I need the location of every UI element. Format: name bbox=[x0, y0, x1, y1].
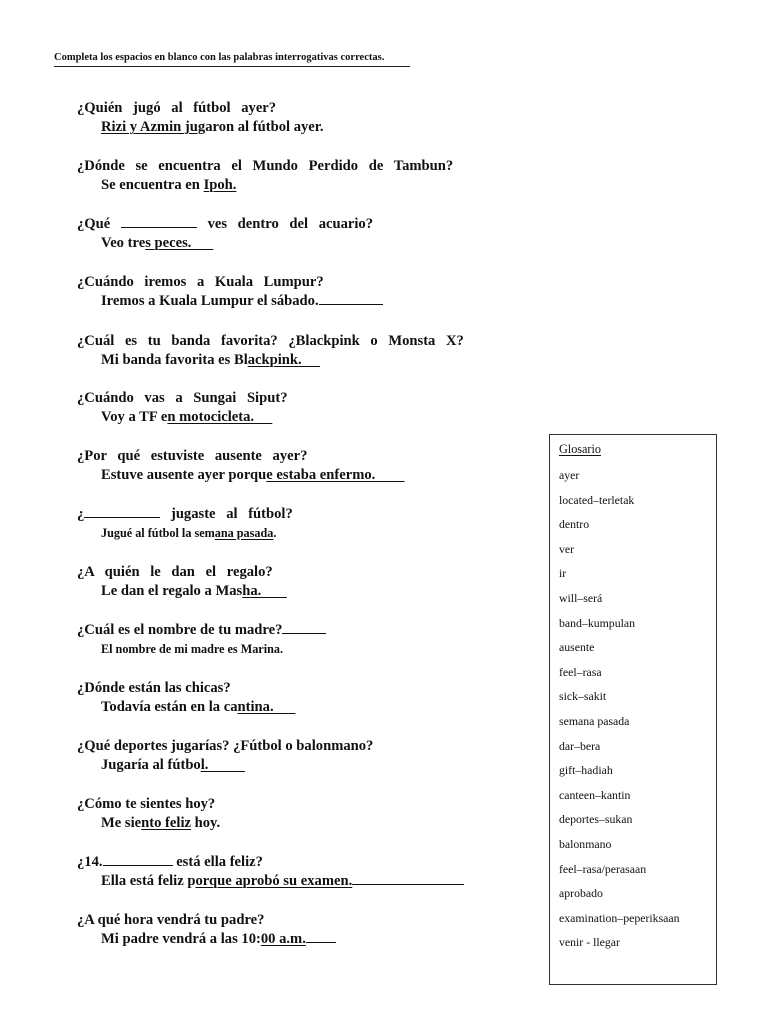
glossary-entry: ir bbox=[559, 566, 567, 581]
question-text: ¿A qué hora vendrá tu padre? bbox=[77, 912, 265, 928]
question-item-13 bbox=[77, 795, 547, 833]
answer-underline: nto feliz bbox=[141, 815, 191, 831]
question-text: ¿Dónde están las chicas? bbox=[77, 680, 231, 696]
glossary-entry: balonmano bbox=[559, 836, 612, 851]
glossary-entry: examination–peperiksaan bbox=[559, 910, 680, 925]
glossary-list bbox=[559, 463, 716, 955]
question-item-4 bbox=[77, 273, 547, 311]
glossary-entry: ausente bbox=[559, 640, 595, 655]
answer-text: Mi padre vendrá a las 10:00 a.m. bbox=[77, 930, 547, 949]
question-text: ¿Dónde se encuentra el Mundo Perdido de Tambun? bbox=[77, 158, 454, 174]
answer-text: Le dan el regalo a Masha. bbox=[101, 583, 287, 599]
answer-blank[interactable] bbox=[103, 853, 173, 866]
glossary-entry: ayer bbox=[559, 468, 580, 482]
answer-underline: l. bbox=[200, 757, 245, 773]
glossary-entry: will–será bbox=[559, 590, 603, 605]
answer-blank[interactable] bbox=[84, 505, 160, 518]
answer-underline: n motocicleta. bbox=[167, 409, 273, 425]
glossary-entry: semana pasada bbox=[559, 713, 630, 728]
glossary-title: Glosario bbox=[559, 442, 601, 456]
instructions: Completa los espacios en blanco con las palabras interrogativas correctas. bbox=[54, 52, 410, 67]
glossary-entry: ver bbox=[559, 541, 575, 556]
question-item-14 bbox=[77, 853, 547, 891]
answer-blank[interactable] bbox=[319, 292, 383, 305]
question-item-11 bbox=[77, 679, 547, 717]
answer-text: Todavía están en la cantina. bbox=[101, 699, 296, 715]
question-item-3 bbox=[77, 215, 547, 253]
question-item-6 bbox=[77, 389, 547, 427]
answer-text: Se encuentra en Ipoh. bbox=[101, 177, 237, 193]
glossary-entry: band–kumpulan bbox=[559, 615, 636, 630]
glossary-entry: dar–bera bbox=[559, 738, 601, 753]
glossary-entry: deportes–sukan bbox=[559, 812, 633, 827]
answer-underline: e estaba enfermo. bbox=[266, 467, 405, 483]
answer-text: Estuve ausente ayer porque estaba enfermo. bbox=[101, 467, 405, 483]
question-text: ¿Qué ves dentro del acuario? bbox=[77, 216, 374, 232]
question-item-15 bbox=[77, 911, 547, 949]
answer-blank[interactable] bbox=[306, 930, 336, 943]
answer-underline: ntina. bbox=[237, 699, 296, 715]
question-item-2 bbox=[77, 157, 547, 195]
answer-text: Voy a TF en motocicleta. bbox=[101, 409, 273, 425]
answer-underline: orque aprobó su examen. bbox=[195, 873, 353, 889]
answer-text: Jugué al fútbol la semana pasada. bbox=[101, 526, 277, 540]
answer-text: Iremos a Kuala Lumpur el sábado. bbox=[77, 292, 547, 311]
answer-underline: ha. bbox=[242, 583, 287, 599]
answer-text: Veo tres peces. bbox=[101, 235, 214, 251]
question-text: ¿Cuándo iremos a Kuala Lumpur? bbox=[77, 274, 324, 290]
answer-blank[interactable] bbox=[121, 215, 197, 228]
question-text: ¿Cómo te sientes hoy? bbox=[77, 796, 216, 812]
glossary-entry: feel–rasa/perasaan bbox=[559, 861, 647, 876]
glossary-box bbox=[549, 434, 717, 985]
answer-text: Jugaría al fútbol. bbox=[101, 757, 245, 773]
answer-underline: ana pasada bbox=[214, 526, 274, 540]
answer-text: Ella está feliz porque aprobó su examen. bbox=[77, 872, 547, 891]
glossary-entry: dentro bbox=[559, 517, 590, 532]
question-text: ¿Por qué estuviste ausente ayer? bbox=[77, 448, 308, 464]
question-text: ¿Cuál es tu banda favorita? ¿Blackpink o Monsta X? bbox=[77, 333, 464, 349]
question-item-8 bbox=[77, 505, 547, 543]
question-text: ¿Cuándo vas a Sungai Siput? bbox=[77, 390, 288, 406]
question-text: ¿14. está ella feliz? bbox=[77, 854, 263, 870]
question-item-10 bbox=[77, 621, 547, 659]
answer-underline: s peces. bbox=[145, 235, 214, 251]
answer-blank[interactable] bbox=[282, 621, 326, 634]
question-text: ¿Qué deportes jugarías? ¿Fútbol o balonmano? bbox=[77, 738, 374, 754]
glossary-entry: aprobado bbox=[559, 886, 603, 901]
question-item-9 bbox=[77, 563, 547, 601]
answer-underline: ackpink. bbox=[247, 352, 320, 368]
answer-text: Rizi y Azmin jugaron al fútbol ayer. bbox=[101, 119, 324, 135]
answer-text: Mi banda favorita es Blackpink. bbox=[101, 352, 320, 368]
question-text: ¿Quién jugó al fútbol ayer? bbox=[77, 100, 277, 116]
question-text: ¿A quién le dan el regalo? bbox=[77, 564, 273, 580]
question-item-5 bbox=[77, 332, 547, 370]
question-text: ¿ jugaste al fútbol? bbox=[77, 506, 293, 522]
glossary-entry: feel–rasa bbox=[559, 664, 602, 679]
answer-text: El nombre de mi madre es Marina. bbox=[101, 642, 284, 656]
answer-underline: 00 a.m. bbox=[260, 931, 306, 947]
glossary-entry: located–terletak bbox=[559, 492, 635, 507]
glossary-entry: canteen–kantin bbox=[559, 787, 631, 802]
glossary-entry: sick–sakit bbox=[559, 689, 607, 704]
question-text: ¿Cuál es el nombre de tu madre? bbox=[77, 621, 547, 640]
glossary-entry: gift–hadiah bbox=[559, 763, 613, 778]
question-item-12 bbox=[77, 737, 547, 775]
glossary-entry: venir - llegar bbox=[559, 935, 620, 950]
question-item-7 bbox=[77, 447, 547, 485]
answer-underline: Rizi y Azmin jug bbox=[101, 119, 206, 135]
answer-blank[interactable] bbox=[352, 872, 464, 885]
answer-text: Me siento feliz hoy. bbox=[101, 815, 221, 831]
answer-underline: Ipoh. bbox=[203, 177, 237, 193]
question-item-1 bbox=[77, 99, 547, 137]
